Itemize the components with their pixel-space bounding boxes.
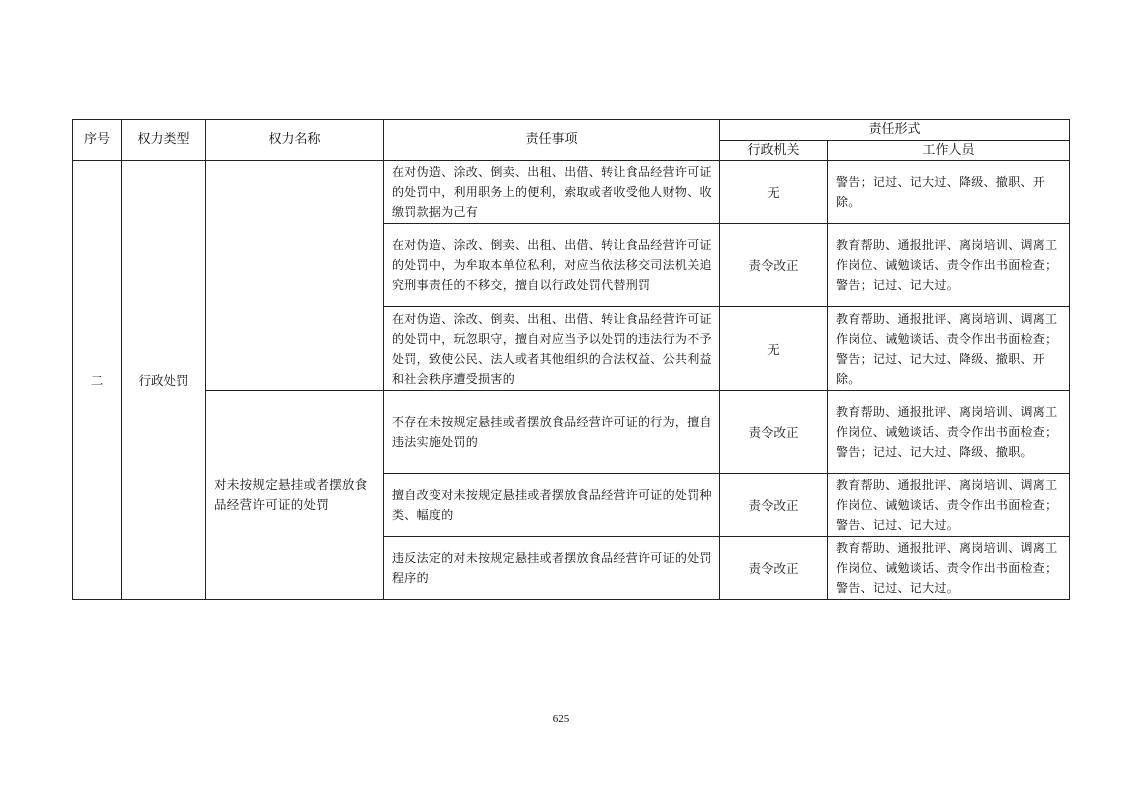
duty-cell: 不存在未按规定悬挂或者摆放食品经营许可证的行为，擅自违法实施处罚的: [384, 391, 720, 474]
header-duty: 责任事项: [384, 120, 720, 161]
agency-cell: 责令改正: [720, 391, 828, 474]
power-type-cell: 行政处罚: [122, 161, 206, 600]
header-staff: 工作人员: [828, 141, 1070, 161]
responsibility-table: [72, 119, 1070, 600]
duty-cell: 擅自改变对未按规定悬挂或者摆放食品经营许可证的处罚种类、幅度的: [384, 474, 720, 537]
duty-cell: 在对伪造、涂改、倒卖、出租、出借、转让食品经营许可证的处罚中，为牟取本单位私利，对应当依法移交司法机关追究刑事责任的不移交，擅自以行政处罚代替刑罚: [384, 224, 720, 307]
header-responsibility-form: 责任形式: [720, 120, 1070, 141]
agency-cell: 责令改正: [720, 224, 828, 307]
header-power-type: 权力类型: [122, 120, 206, 161]
agency-cell: 无: [720, 161, 828, 224]
staff-cell: 警告；记过、记大过、降级、撤职、开除。: [828, 161, 1070, 224]
agency-cell: 责令改正: [720, 474, 828, 537]
table-row: [73, 161, 1070, 224]
header-seq: 序号: [73, 120, 122, 161]
seq-cell: 二: [73, 161, 122, 600]
header-agency: 行政机关: [720, 141, 828, 161]
header-row-top: [73, 120, 1070, 141]
power-name-cell-empty: [206, 161, 384, 391]
agency-cell: 责令改正: [720, 537, 828, 600]
table-row: [73, 391, 1070, 474]
header-power-name: 权力名称: [206, 120, 384, 161]
agency-cell: 无: [720, 307, 828, 391]
duty-cell: 在对伪造、涂改、倒卖、出租、出借、转让食品经营许可证的处罚中，玩忽职守，擅自对应当予以处罚的违法行为不予处罚，致使公民、法人或者其他组织的合法权益、公共利益和社会秩序遭受损害的: [384, 307, 720, 391]
staff-cell: 教育帮助、通报批评、离岗培训、调离工作岗位、诫勉谈话、责令作出书面检查；警告；记过、记大过、降级、撤职。: [828, 391, 1070, 474]
staff-cell: 教育帮助、通报批评、离岗培训、调离工作岗位、诫勉谈话、责令作出书面检查；警告；记过、记大过。: [828, 224, 1070, 307]
power-name-cell: 对未按规定悬挂或者摆放食品经营许可证的处罚: [206, 391, 384, 600]
duty-cell: 违反法定的对未按规定悬挂或者摆放食品经营许可证的处罚程序的: [384, 537, 720, 600]
staff-cell: 教育帮助、通报批评、离岗培训、调离工作岗位、诫勉谈话、责令作出书面检查；警告、记过、记大过。: [828, 474, 1070, 537]
duty-cell: 在对伪造、涂改、倒卖、出租、出借、转让食品经营许可证的处罚中，利用职务上的便利，索取或者收受他人财物、收缴罚款据为己有: [384, 161, 720, 224]
staff-cell: 教育帮助、通报批评、离岗培训、调离工作岗位、诫勉谈话、责令作出书面检查；警告；记过、记大过、降级、撤职、开除。: [828, 307, 1070, 391]
staff-cell: 教育帮助、通报批评、离岗培训、调离工作岗位、诫勉谈话、责令作出书面检查；警告、记过、记大过。: [828, 537, 1070, 600]
page-number: 625: [552, 713, 570, 725]
